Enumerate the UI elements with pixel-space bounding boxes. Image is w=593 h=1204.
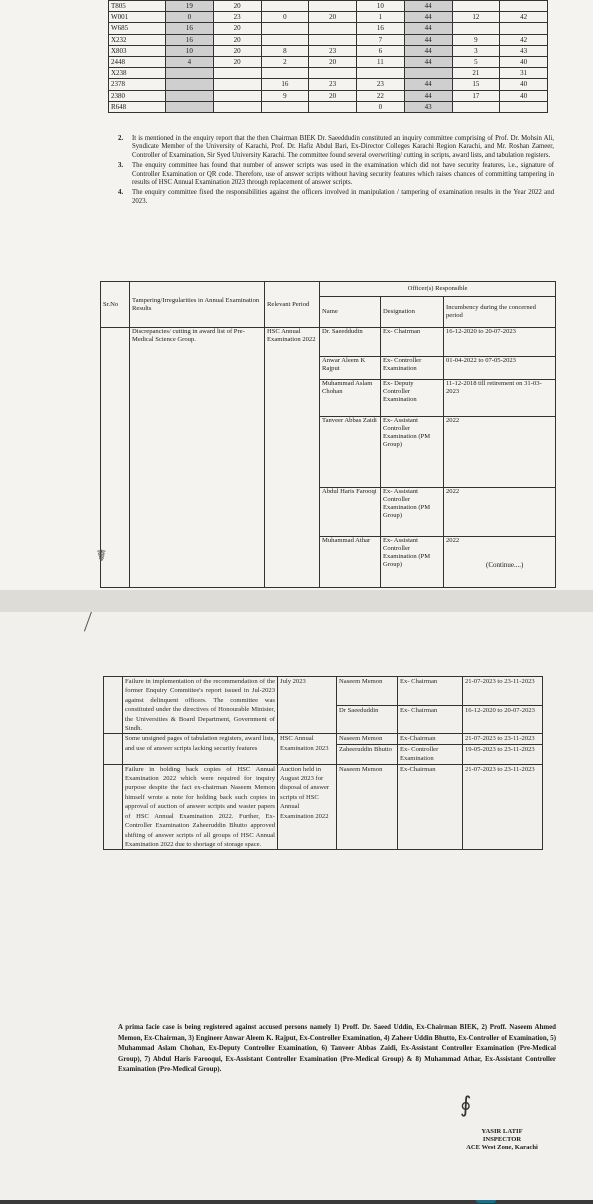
officer-name: Dr Saeeduddin — [337, 705, 398, 734]
period-cell: July 2023 — [278, 677, 337, 734]
marks-cell: 44 — [404, 79, 452, 90]
marks-code: 2380 — [109, 90, 166, 101]
marks-cell — [452, 23, 500, 34]
officer-designation: Ex- Controller Examination — [398, 744, 463, 764]
officer-incumbency: 2022 — [444, 417, 556, 488]
table-row — [109, 90, 548, 101]
marks-cell — [261, 23, 309, 34]
officer-designation: Ex- Controller Examination — [381, 357, 444, 380]
officer-designation: Ex- Assistant Controller Examination (PM Group) — [381, 488, 444, 537]
numbered-paragraph — [118, 135, 554, 160]
pen-stroke — [84, 612, 93, 631]
marks-code: W001 — [109, 12, 166, 23]
marks-cell: 20 — [213, 23, 261, 34]
signature-block — [442, 1093, 562, 1152]
marks-cell — [309, 68, 357, 79]
marks-cell: 44 — [404, 90, 452, 101]
marks-cell: 40 — [500, 79, 548, 90]
marks-cell — [500, 101, 548, 112]
paragraph-text: The enquiry committee fixed the responsibilities against the officers involved in manipulation / tampering of examination results in the Year 2022 and 2023. — [132, 189, 554, 205]
table-row — [104, 764, 543, 850]
document-page-1 — [0, 0, 593, 590]
signatory-title: INSPECTOR — [482, 1136, 522, 1143]
marks-table — [108, 0, 548, 113]
enquiry-paragraphs — [118, 135, 554, 208]
marks-cell — [500, 23, 548, 34]
marks-cell: 16 — [357, 23, 405, 34]
officer-incumbency: 16-12-2020 to 20-07-2023 — [463, 705, 543, 734]
marks-cell — [261, 101, 309, 112]
officer-name: Naseem Memon — [337, 677, 398, 706]
marks-cell: 20 — [309, 12, 357, 23]
marks-cell: 20 — [213, 56, 261, 67]
signatory-name: YASIR LATIF — [481, 1128, 523, 1135]
marks-cell: 20 — [213, 34, 261, 45]
officer-designation: Ex- Assistant Controller Examination (PM Group) — [381, 417, 444, 488]
officer-name: Dr. Saeeddudin — [320, 328, 381, 357]
marks-cell — [166, 101, 214, 112]
continued-table-body — [104, 677, 543, 850]
page-gap — [0, 590, 593, 612]
officer-designation: Ex- Chairman — [381, 328, 444, 357]
table-row — [104, 677, 543, 706]
marks-code: W685 — [109, 23, 166, 34]
marks-cell — [213, 68, 261, 79]
header-officers: Officer(s) Responsible — [320, 282, 556, 297]
marks-cell — [500, 1, 548, 12]
table-row — [109, 68, 548, 79]
officer-incumbency: 16-12-2020 to 20-07-2023 — [444, 328, 556, 357]
marks-cell — [357, 68, 405, 79]
numbered-paragraph — [118, 162, 554, 187]
officer-designation: Ex- Chairman — [398, 705, 463, 734]
sr-no-cell — [104, 677, 123, 734]
marks-cell: 42 — [500, 12, 548, 23]
marks-cell: 8 — [261, 45, 309, 56]
period-cell: Auction held in August 2023 for disposal of answer scripts of HSC Annual Examination 2022 — [278, 764, 337, 850]
marks-cell — [261, 34, 309, 45]
marks-cell: 0 — [166, 12, 214, 23]
officer-incumbency: 21-07-2023 to 23-11-2023 — [463, 734, 543, 744]
marks-cell: 23 — [309, 45, 357, 56]
marks-cell — [309, 23, 357, 34]
marks-cell — [309, 34, 357, 45]
marks-cell: 19 — [166, 1, 214, 12]
officer-name: Naseem Memon — [337, 734, 398, 744]
officer-incumbency: 21-07-2023 to 23-11-2023 — [463, 764, 543, 850]
marks-code: X238 — [109, 68, 166, 79]
officer-designation: Ex-Chairman — [398, 764, 463, 850]
continued-responsibility-table — [103, 676, 543, 850]
table-row — [104, 734, 543, 744]
marks-cell: 11 — [357, 56, 405, 67]
marks-cell: 20 — [213, 45, 261, 56]
numbered-paragraph — [118, 189, 554, 206]
marks-cell: 44 — [404, 1, 452, 12]
marks-cell: 22 — [357, 90, 405, 101]
officer-incumbency: 2022 — [444, 537, 556, 588]
marks-cell: 44 — [404, 34, 452, 45]
marks-table-body — [109, 1, 548, 113]
marks-cell: 10 — [357, 1, 405, 12]
table-row — [109, 34, 548, 45]
marks-cell — [166, 68, 214, 79]
marks-cell: 23 — [213, 12, 261, 23]
paragraph-text: The enquiry committee has found that number of answer scripts was used in the examination which did not have security features, i.e., signature of Controller Examination or QR code. Therefore, use of answer scripts without having security features which raises chances of committing tampering in results of HSC Annual Examination 2023 through replacement of answer scripts. — [132, 162, 554, 187]
marks-cell: 23 — [309, 79, 357, 90]
header-name: Name — [320, 297, 381, 328]
marks-cell: 40 — [500, 90, 548, 101]
marks-cell — [261, 1, 309, 12]
officer-name: Muhammad Aslam Chohan — [320, 380, 381, 417]
responsibility-table — [100, 281, 556, 588]
marks-cell: 4 — [166, 56, 214, 67]
issue-cell: Discrepancies/ cutting in award list of Pre-Medical Science Group. — [130, 328, 265, 588]
officer-designation: Ex- Assistant Controller Examination (PM Group) — [381, 537, 444, 588]
marks-cell — [166, 90, 214, 101]
marks-cell: 44 — [404, 23, 452, 34]
document-page-2 — [0, 612, 593, 1200]
officer-incumbency: 01-04-2022 to 07-05-2023 — [444, 357, 556, 380]
header-sr-no: Sr.No — [101, 282, 130, 328]
marks-cell — [452, 1, 500, 12]
table-row — [109, 101, 548, 112]
table-row — [109, 56, 548, 67]
officer-name: Muhammad Athar — [320, 537, 381, 588]
officer-incumbency: 11-12-2018 till retirement on 31-03-2023 — [444, 380, 556, 417]
paragraph-number: 3. — [118, 162, 124, 170]
responsibility-table-body — [101, 328, 556, 588]
marks-cell: 6 — [357, 45, 405, 56]
handwritten-mark: ☤ — [96, 548, 107, 565]
marks-cell: 44 — [404, 12, 452, 23]
marks-cell: 23 — [357, 79, 405, 90]
marks-cell: 16 — [166, 34, 214, 45]
marks-cell: 7 — [357, 34, 405, 45]
marks-cell: 12 — [452, 12, 500, 23]
continue-note: (Continue....) — [486, 561, 524, 569]
sr-no-cell — [104, 764, 123, 850]
officer-incumbency: 21-07-2023 to 23-11-2023 — [463, 677, 543, 706]
period-cell: HSC Annual Examination 2023 — [278, 734, 337, 764]
marks-code: R648 — [109, 101, 166, 112]
marks-cell — [452, 101, 500, 112]
paragraph-number: 4. — [118, 189, 124, 197]
marks-cell: 20 — [309, 56, 357, 67]
marks-code: X803 — [109, 45, 166, 56]
marks-code: X232 — [109, 34, 166, 45]
marks-cell: 9 — [261, 90, 309, 101]
marks-cell: 44 — [404, 56, 452, 67]
issue-cell: Some unsigned pages of tabulation registers, award lists, and use of answer scripts lacking security features — [123, 734, 278, 764]
paragraph-text: It is mentioned in the enquiry report that the then Chairman BIEK Dr. Saeeddudin constituted an inquiry committee comprising of Prof. Dr. Mohsin Ali, Syndicate Member of the University of Karachi, Prof. Dr. Hafiz Abdul Bari, Ex-Director Colleges Karachi Region Karachi, and Mr. Roshan Zameer, Controller of Examination, Sir Syed University Karachi. The committee found several overwriting/ cutting in scripts, award lists, and tabulation registers. — [132, 135, 554, 159]
marks-cell: 21 — [452, 68, 500, 79]
marks-cell: 40 — [500, 56, 548, 67]
header-period: Relevant Period — [265, 282, 320, 328]
table-row — [109, 23, 548, 34]
marks-code: T805 — [109, 1, 166, 12]
marks-cell — [213, 101, 261, 112]
officer-designation: Ex- Deputy Controller Examination — [381, 380, 444, 417]
marks-cell: 3 — [452, 45, 500, 56]
officer-name: Naseem Memon — [337, 764, 398, 850]
marks-cell: 16 — [261, 79, 309, 90]
officer-incumbency: 19-05-2023 to 23-11-2023 — [463, 744, 543, 764]
marks-cell: 2 — [261, 56, 309, 67]
marks-cell — [213, 90, 261, 101]
officer-name: Tanveer Abbas Zaidi — [320, 417, 381, 488]
marks-cell: 42 — [500, 34, 548, 45]
prima-facie-paragraph: A prima facie case is being registered against accused persons namely 1) Proff. Dr. Saeed Uddin, Ex-Chairman BIEK, 2) Proff. Naseem Ahmed Memon, Ex-Chairman, 3) Engineer Anwar Aleem K. Rajput, Ex-Controller Examination, 4) Zaheer Uddin Bhutto, Ex-Controller of Examination, 5) Muhammad Aslam Chohan, Ex-Deputy Controller Examination, 6) Tanveer Abbas Zaidi, Ex-Assistant Controller Examination (Pre-Medical Group), 7) Abdul Haris Farooqui, Ex-Assistant Controller Examination (Pre-Medical Group) & 8) Muhammad Athar, Ex-Assistant Controller Examination (Pre-Medical Group). — [118, 1024, 556, 1073]
marks-cell: 0 — [261, 12, 309, 23]
table-row — [101, 328, 556, 357]
marks-cell — [261, 68, 309, 79]
marks-cell: 0 — [357, 101, 405, 112]
marks-cell: 9 — [452, 34, 500, 45]
issue-cell: Failure in implementation of the recommendation of the former Enquiry Committee's report issued in Jul-2023 against delinquent officers. The committee was constituted under the directives of Honourable Minister, the Universities & Board Department, Government of Sindh. — [123, 677, 278, 734]
marks-cell — [213, 79, 261, 90]
officer-designation: Ex- Chairman — [398, 677, 463, 706]
officer-name: Abdul Haris Farooqi — [320, 488, 381, 537]
header-designation: Designation — [381, 297, 444, 328]
table-row — [109, 45, 548, 56]
marks-cell — [309, 1, 357, 12]
marks-cell: 43 — [404, 101, 452, 112]
marks-cell: 17 — [452, 90, 500, 101]
marks-cell: 15 — [452, 79, 500, 90]
marks-code: 2378 — [109, 79, 166, 90]
marks-cell: 5 — [452, 56, 500, 67]
officer-name: Anwar Aleem K Rajput — [320, 357, 381, 380]
marks-cell: 16 — [166, 23, 214, 34]
table-row — [109, 79, 548, 90]
marks-cell — [309, 101, 357, 112]
table-row — [109, 12, 548, 23]
marks-cell: 44 — [404, 45, 452, 56]
period-cell: HSC Annual Examination 2022 — [265, 328, 320, 588]
officer-name: Zaheeruddin Bhutto — [337, 744, 398, 764]
marks-cell: 20 — [309, 90, 357, 101]
marks-code: 2448 — [109, 56, 166, 67]
table-row — [109, 1, 548, 12]
marks-cell: 20 — [213, 1, 261, 12]
sr-no-cell — [104, 734, 123, 764]
officer-incumbency: 2022 — [444, 488, 556, 537]
header-incumbency: Incumbency during the concerned period — [444, 297, 556, 328]
marks-cell — [404, 68, 452, 79]
header-tampering: Tampering/Irregularities in Annual Examination Results — [130, 282, 265, 328]
marks-cell: 1 — [357, 12, 405, 23]
issue-cell: Failure in holding back copies of HSC Annual Examination 2022 which were required for inquiry purpose despite the fact ex-chairman Naseem Memon himself wrote a note for holding back such copies in approval of auction of answer scripts and waster papers of HSC Annual Examination 2022. Further, Ex-Controller Examination Zaheeruddin Bhutto approved shifting of answer scripts of all groups of HSC Annual Examination 2022 due to shortage of storage space. — [123, 764, 278, 850]
signature-scribble: ∮ — [460, 1093, 472, 1118]
marks-cell: 31 — [500, 68, 548, 79]
officer-designation: Ex-Chairman — [398, 734, 463, 744]
paragraph-number: 2. — [118, 135, 124, 142]
signatory-office: ACE West Zone, Karachi — [466, 1144, 538, 1151]
marks-cell: 43 — [500, 45, 548, 56]
marks-cell: 10 — [166, 45, 214, 56]
marks-cell — [166, 79, 214, 90]
